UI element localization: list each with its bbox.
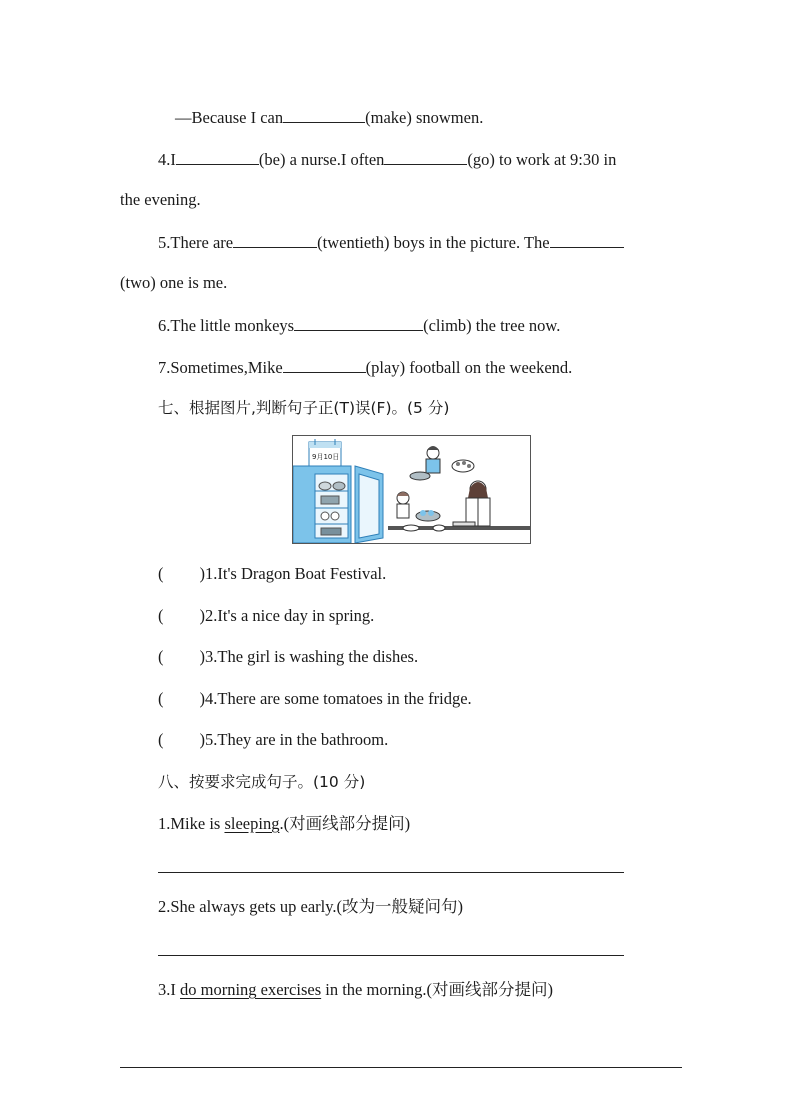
tf-text-5: )5.They are in the bathroom. xyxy=(199,730,389,749)
question-6 xyxy=(158,314,560,336)
rq3-part-b: in the morning.(对画线部分提问) xyxy=(321,980,554,999)
blank-be[interactable] xyxy=(176,148,259,165)
answer-line-2[interactable] xyxy=(158,955,624,956)
tf-item-2 xyxy=(158,606,374,626)
question-5-cont: (two) one is me. xyxy=(120,273,228,292)
q5-part-a: 5.There are xyxy=(158,233,234,252)
q7-part-a: 7.Sometimes,Mike xyxy=(158,358,283,377)
q4-part-c: (go) to work at 9:30 in xyxy=(467,150,617,169)
answer-line-1[interactable] xyxy=(158,872,624,873)
q7-part-b: (play) football on the weekend. xyxy=(365,358,573,377)
tf-text-3: )3.The girl is washing the dishes. xyxy=(199,647,419,666)
blank-climb[interactable] xyxy=(294,314,423,331)
tf-item-3 xyxy=(158,647,418,667)
part8-heading: 八、按要求完成句子。(10 分) xyxy=(158,773,366,791)
question-4-cont: the evening. xyxy=(120,190,201,209)
kitchen-scene-svg xyxy=(293,436,530,543)
tf-item-5 xyxy=(158,730,388,750)
rewrite-question-3 xyxy=(158,980,553,1000)
q4-part-a: 4.I xyxy=(158,150,176,169)
q4-part-b: (be) a nurse.I often xyxy=(258,150,385,169)
blank-play[interactable] xyxy=(283,356,366,373)
rewrite-question-2: 2.She always gets up early.(改为一般疑问句) xyxy=(158,897,464,916)
calendar-date: 9月10日 xyxy=(312,453,340,461)
tf-paren-3[interactable]: ( xyxy=(158,647,164,666)
rq3-part-a: 3.I xyxy=(158,980,180,999)
question-4 xyxy=(158,148,616,170)
tf-text-2: )2.It's a nice day in spring. xyxy=(199,606,375,625)
part7-heading: 七、根据图片,判断句子正(T)误(F)。(5 分) xyxy=(158,399,450,417)
rq1-underlined: sleeping xyxy=(224,814,280,833)
question-7 xyxy=(158,356,572,378)
rq1-part-b: .(对画线部分提问) xyxy=(279,814,411,833)
blank-two[interactable] xyxy=(550,231,624,248)
q6-part-a: 6.The little monkeys xyxy=(158,316,295,335)
tf-paren-4[interactable]: ( xyxy=(158,689,164,708)
kitchen-illustration xyxy=(292,435,531,544)
tf-item-4 xyxy=(158,689,472,709)
rq3-underlined: do morning exercises xyxy=(180,980,322,999)
blank-go[interactable] xyxy=(384,148,467,165)
rewrite-question-1 xyxy=(158,814,410,834)
blank-make[interactable] xyxy=(283,106,365,123)
answer-line-3[interactable] xyxy=(120,1067,682,1068)
blank-twentieth[interactable] xyxy=(233,231,317,248)
q3-prefix: —Because I can xyxy=(175,108,284,127)
q6-part-b: (climb) the tree now. xyxy=(423,316,561,335)
question-5 xyxy=(158,231,624,253)
rq1-part-a: 1.Mike is xyxy=(158,814,225,833)
q5-part-b: (twentieth) boys in the picture. The xyxy=(317,233,550,252)
tf-paren-2[interactable]: ( xyxy=(158,606,164,625)
tf-item-1 xyxy=(158,564,386,584)
tf-text-1: )1.It's Dragon Boat Festival. xyxy=(199,564,387,583)
q3-suffix: (make) snowmen. xyxy=(365,108,484,127)
tf-text-4: )4.There are some tomatoes in the fridge. xyxy=(199,689,472,708)
q3-answer-line xyxy=(175,106,483,128)
tf-paren-5[interactable]: ( xyxy=(158,730,164,749)
tf-paren-1[interactable]: ( xyxy=(158,564,164,583)
